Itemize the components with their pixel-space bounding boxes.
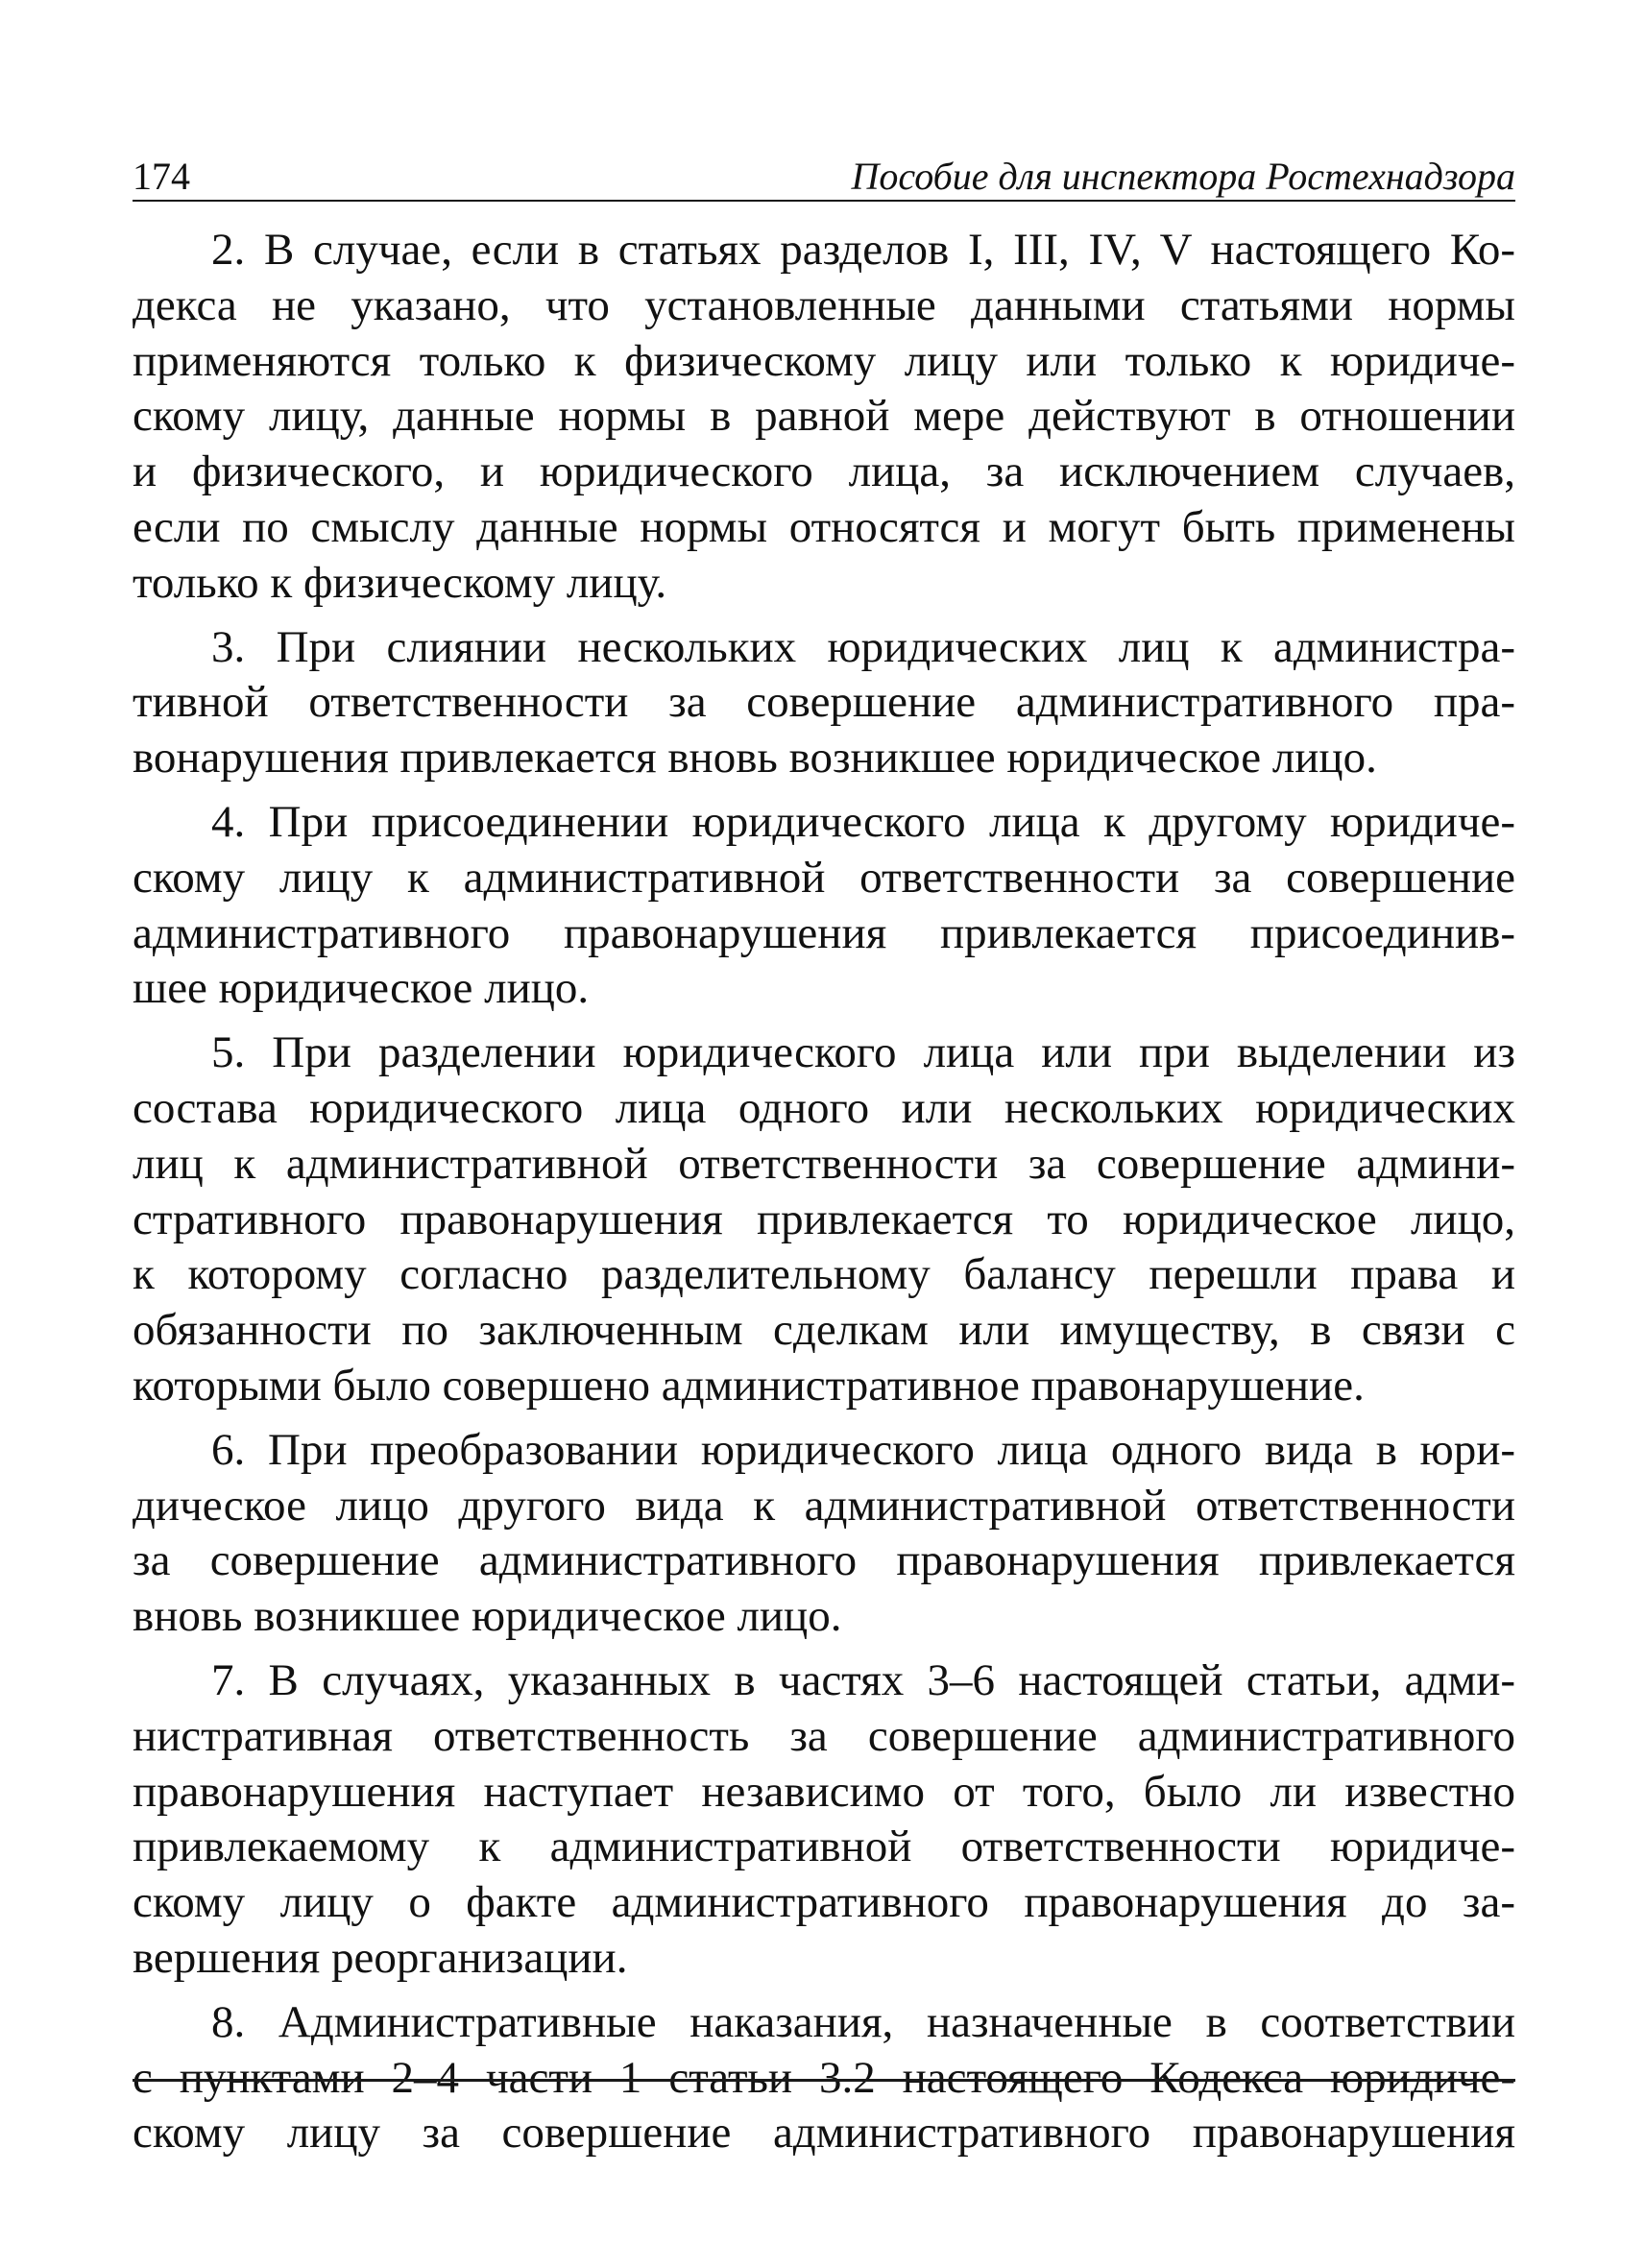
text-line: нистративная ответственность за совершение административного bbox=[133, 1710, 1515, 1761]
text-line: и физического, и юридического лица, за исключением случаев, bbox=[133, 446, 1515, 497]
text-line: стративного правонарушения привлекается то юридическое лицо, bbox=[133, 1194, 1515, 1244]
text-line: за совершение административного правонарушения привлекается bbox=[133, 1535, 1515, 1586]
text-line: 7. В случаях, указанных в частях 3–6 настоящей статьи, адми- bbox=[211, 1654, 1515, 1705]
text-line: привлекаемому к административной ответственности юридиче- bbox=[133, 1822, 1515, 1872]
running-head bbox=[133, 142, 1515, 202]
text-line: 8. Административные наказания, назначенные в соответствии bbox=[211, 1996, 1515, 2047]
text-line: скому лицу, данные нормы в равной мере действуют в отношении bbox=[133, 391, 1515, 442]
text-line: состава юридического лица одного или нескольких юридических bbox=[133, 1082, 1515, 1133]
text-line: тивной ответственности за совершение административного пра- bbox=[133, 677, 1515, 728]
paragraph bbox=[133, 1423, 1515, 1645]
text-line: лиц к административной ответственности за совершение админи- bbox=[133, 1138, 1515, 1189]
text-line: с пунктами 2–4 части 1 статьи 3.2 настоящего Кодекса юридиче- bbox=[133, 2052, 1515, 2103]
text-line: 2. В случае, если в статьях разделов I, III, IV, V настоящего Ко- bbox=[211, 225, 1515, 275]
text-line: административного правонарушения привлекается присоединив- bbox=[133, 907, 1515, 958]
text-line: 5. При разделении юридического лица или при выделении из bbox=[211, 1027, 1515, 1078]
text-line: вершения реорганизации. bbox=[133, 1932, 628, 1983]
text-line: которыми было совершено административное правонарушение. bbox=[133, 1360, 1365, 1411]
text-line: скому лицу о факте административного правонарушения до за- bbox=[133, 1877, 1515, 1928]
text-line: только к физическому лицу. bbox=[133, 557, 667, 608]
text-line: 3. При слиянии нескольких юридических лиц к администра- bbox=[211, 621, 1515, 672]
paragraph bbox=[133, 223, 1515, 612]
body-text bbox=[133, 223, 1515, 2161]
text-line: к которому согласно разделительному балансу перешли права и bbox=[133, 1249, 1515, 1300]
text-line: скому лицу за совершение административного правонарушения bbox=[133, 2108, 1515, 2159]
text-line: дическое лицо другого вида к административной ответственности bbox=[133, 1480, 1515, 1531]
text-line: шее юридическое лицо. bbox=[133, 963, 590, 1014]
text-line: применяются только к физическому лицу или только к юридиче- bbox=[133, 335, 1515, 386]
text-line: вновь возникшее юридическое лицо. bbox=[133, 1591, 842, 1642]
paragraph bbox=[133, 1025, 1515, 1414]
text-line: скому лицу к административной ответственности за совершение bbox=[133, 852, 1515, 903]
text-line: 6. При преобразовании юридического лица одного вида в юри- bbox=[211, 1424, 1515, 1475]
text-line: декса не указано, что установленные данными статьями нормы bbox=[133, 279, 1515, 330]
page-number: 174 bbox=[133, 155, 190, 198]
text-line: вонарушения привлекается вновь возникшее юридическое лицо. bbox=[133, 733, 1377, 784]
document-page bbox=[133, 142, 1515, 2170]
paragraph bbox=[133, 1653, 1515, 1987]
paragraph bbox=[133, 795, 1515, 1017]
running-title: Пособие для инспектора Ростехнадзора bbox=[851, 155, 1515, 198]
paragraph bbox=[133, 620, 1515, 786]
bottom-rule bbox=[133, 2079, 1515, 2082]
text-line: правонарушения наступает независимо от того, было ли известно bbox=[133, 1766, 1515, 1817]
text-line: если по смыслу данные нормы относятся и могут быть применены bbox=[133, 501, 1515, 552]
text-line: обязанности по заключенным сделкам или имуществу, в связи с bbox=[133, 1305, 1515, 1356]
text-line: 4. При присоединении юридического лица к другому юридиче- bbox=[211, 796, 1515, 847]
